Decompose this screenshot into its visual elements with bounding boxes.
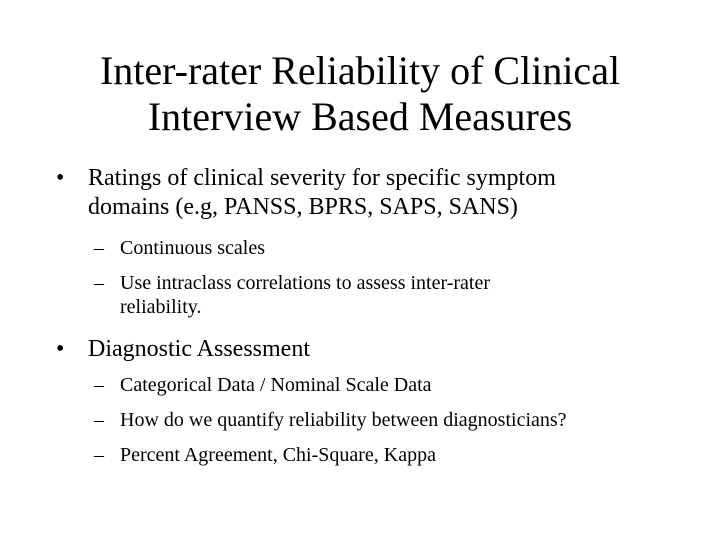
- sub-bullet-text: Categorical Data / Nominal Scale Data: [120, 374, 432, 396]
- bullet-text: Diagnostic Assessment: [88, 336, 310, 362]
- bullet-text: domains (e.g, PANSS, BPRS, SAPS, SANS): [88, 194, 518, 220]
- sub-bullet-marker: –: [94, 272, 104, 294]
- bullet-marker: •: [56, 165, 65, 191]
- slide-title: [0, 48, 720, 140]
- sub-bullet-text: How do we quantify reliability between diagnosticians?: [120, 409, 567, 431]
- sub-bullet-item: [94, 271, 491, 319]
- sub-bullet-marker: –: [94, 409, 104, 431]
- sub-bullet-item: [94, 408, 567, 432]
- sub-bullet-text: Continuous scales: [120, 237, 265, 259]
- bullet-marker: •: [56, 336, 65, 362]
- bullet-text: Ratings of clinical severity for specific symptom: [88, 165, 556, 191]
- sub-bullet-marker: –: [94, 374, 104, 396]
- bullet-item: [56, 164, 556, 222]
- title-line: Interview Based Measures: [147, 94, 573, 139]
- sub-bullet-text: reliability.: [120, 296, 202, 318]
- sub-bullet-item: [94, 443, 437, 467]
- sub-bullet-item: [94, 236, 265, 260]
- bullet-item: [56, 335, 310, 364]
- sub-bullet-marker: –: [94, 237, 104, 259]
- sub-bullet-text: Use intraclass correlations to assess inter-rater: [120, 272, 491, 294]
- title-line: Inter-rater Reliability of Clinical: [99, 48, 621, 93]
- sub-bullet-item: [94, 373, 432, 397]
- sub-bullet-text: Percent Agreement, Chi-Square, Kappa: [120, 444, 437, 466]
- sub-bullet-marker: –: [94, 444, 104, 466]
